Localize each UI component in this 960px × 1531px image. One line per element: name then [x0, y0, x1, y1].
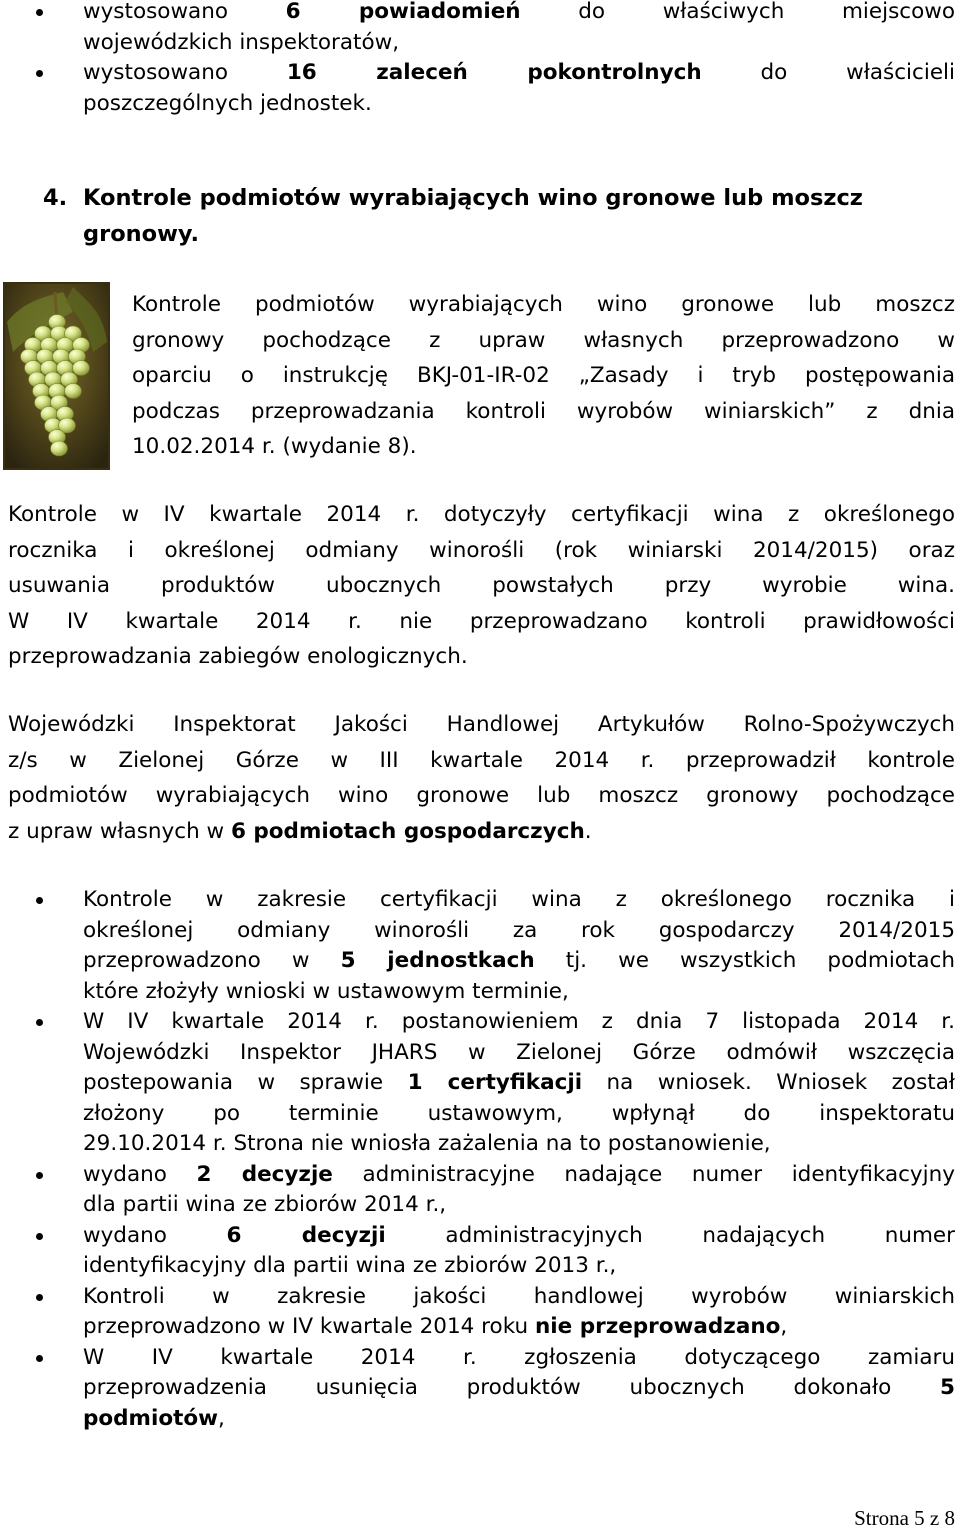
bold-text: 6 podmiotach gospodarczych	[230, 818, 585, 844]
grape-cluster-icon	[3, 282, 110, 470]
bold-text: 2 decyzje	[196, 1161, 333, 1187]
list-item-line: identyfikacyjny dla partii wina ze zbiorów 2013 r.,	[83, 1253, 617, 1278]
bullet-icon	[36, 1019, 43, 1026]
grape-cluster-photo	[3, 282, 110, 470]
list-item-line: dla partii wina ze zbiorów 2014 r.,	[83, 1192, 447, 1217]
paragraph-line: Wojewódzki Inspektorat Jakości Handlowej Artykułów Rolno-Spożywczych	[8, 712, 955, 737]
paragraph-line: Kontrole w IV kwartale 2014 r. dotyczyły certyfikacji wina z określonego	[8, 502, 955, 527]
list-item	[0, 1343, 960, 1435]
section-title-line1: Kontrole podmiotów wyrabiających wino gronowe lub moszcz	[83, 185, 863, 211]
list-item	[0, 1221, 960, 1282]
list-item-line: W IV kwartale 2014 r. zgłoszenia dotyczącego zamiaru	[83, 1344, 955, 1370]
list-item-line: określonej odmiany winorośli za rok gospodarczy 2014/2015	[83, 917, 955, 943]
bold-text: 5 jednostkach	[340, 948, 535, 973]
page-number: Strona 5 z 8	[854, 1506, 955, 1530]
paragraph-line: usuwania produktów ubocznych powstałych przy wyrobie wina.	[8, 573, 955, 598]
list-item-line: Kontroli w zakresie jakości handlowej wyrobów winiarskich	[83, 1283, 955, 1309]
paragraph-controls-q4	[8, 497, 955, 675]
list-item-line: 29.10.2014 r. Strona nie wniosła zażalenia na to postanowienie,	[83, 1131, 771, 1156]
list-item-line: W IV kwartale 2014 r. postanowieniem z dnia 7 listopada 2014 r.	[83, 1009, 955, 1034]
paragraph-line: z/s w Zielonej Górze w III kwartale 2014 r. przeprowadził kontrole	[8, 747, 955, 773]
paragraph-line: 10.02.2014 r. (wydanie 8).	[132, 434, 417, 459]
bullet-icon	[36, 9, 43, 16]
grape-berry	[51, 441, 68, 456]
bold-text: 6 decyzji	[226, 1222, 386, 1248]
list-item-line: wydano 2 decyzje administracyjne nadające numer identyfikacyjny	[83, 1161, 955, 1187]
list-item	[0, 0, 960, 58]
list-item-line: które złożyły wnioski w ustawowym terminie,	[83, 978, 569, 1004]
list-item-line: wystosowano 6 powiadomień do właściwych miejscowo	[83, 0, 956, 24]
paragraph-line: W IV kwartale 2014 r. nie przeprowadzano kontroli prawidłowości	[8, 608, 955, 634]
list-item-line: przeprowadzono w IV kwartale 2014 roku nie przeprowadzano,	[83, 1314, 788, 1339]
list-item-line: wystosowano 16 zaleceń pokontrolnych do właścicieli	[83, 60, 955, 85]
bold-text: nie przeprowadzano	[534, 1314, 781, 1339]
paragraph-line: z upraw własnych w 6 podmiotach gospodarczych.	[8, 818, 592, 844]
list-item-line: Wojewódzki Inspektor JHARS w Zielonej Górze odmówił wszczęcia	[83, 1039, 955, 1065]
bullet-icon	[36, 1294, 43, 1301]
bold-text: podmiotów	[83, 1405, 219, 1431]
bullet-icon	[36, 1355, 43, 1362]
list-item	[0, 1007, 960, 1160]
grape-berry	[73, 361, 90, 376]
grape-berry	[65, 384, 82, 399]
paragraph-line: rocznika i określonej odmiany winorośli (rok winiarski 2014/2015) oraz	[8, 537, 955, 563]
paragraph-line: Kontrole podmiotów wyrabiających wino gronowe lub moszcz	[132, 292, 955, 317]
bold-text: 6 powiadomień	[285, 0, 521, 24]
bold-text: 1 certyfikacji	[407, 1070, 583, 1095]
intro-paragraph	[132, 287, 955, 465]
paragraph-line: podmiotów wyrabiających wino gronowe lub moszcz gronowy pochodzące	[8, 783, 955, 808]
list-item-line: wydano 6 decyzji administracyjnych nadających numer	[83, 1222, 955, 1248]
list-item	[0, 885, 960, 1007]
paragraph-inspectorate	[8, 707, 955, 849]
list-item-line: poszczególnych jednostek.	[83, 90, 372, 116]
list-item-line: postepowania w sprawie 1 certyfikacji na wniosek. Wniosek został	[83, 1070, 955, 1095]
bold-text: 16 zaleceń pokontrolnych	[286, 60, 702, 85]
list-item-line: złożony po terminie ustawowym, wpłynął do inspektoratu	[83, 1100, 955, 1126]
bullet-icon	[36, 897, 43, 904]
list-item-line: przeprowadzono w 5 jednostkach tj. we wszystkich podmiotach	[83, 948, 955, 973]
list-item-line: przeprowadzenia usunięcia produktów ubocznych dokonało 5	[83, 1375, 955, 1400]
list-item-line: Kontrole w zakresie certyfikacji wina z określonego rocznika i	[83, 887, 955, 912]
bullet-icon	[36, 1233, 43, 1240]
bullet-icon	[36, 1172, 43, 1179]
list-item-line: podmiotów,	[83, 1405, 225, 1431]
section-number: 4.	[43, 185, 68, 211]
list-item	[0, 1160, 960, 1221]
bullet-icon	[36, 70, 43, 77]
paragraph-line: oparciu o instrukcję BKJ-01-IR-02 „Zasady i tryb postępowania	[132, 363, 955, 388]
top-bullet-list	[0, 0, 960, 119]
bold-text: 5	[940, 1375, 955, 1400]
paragraph-line: przeprowadzania zabiegów enologicznych.	[8, 644, 468, 669]
section-heading	[43, 180, 958, 252]
paragraph-line: gronowy pochodzące z upraw własnych przeprowadzono w	[132, 327, 955, 353]
paragraph-line: podczas przeprowadzania kontroli wyrobów winiarskich” z dnia	[132, 398, 955, 424]
bottom-bullet-list	[0, 885, 960, 1434]
list-item	[0, 58, 960, 119]
list-item-line: wojewódzkich inspektoratów,	[83, 29, 400, 55]
section-title-line2: gronowy.	[83, 221, 200, 247]
list-item	[0, 1282, 960, 1343]
